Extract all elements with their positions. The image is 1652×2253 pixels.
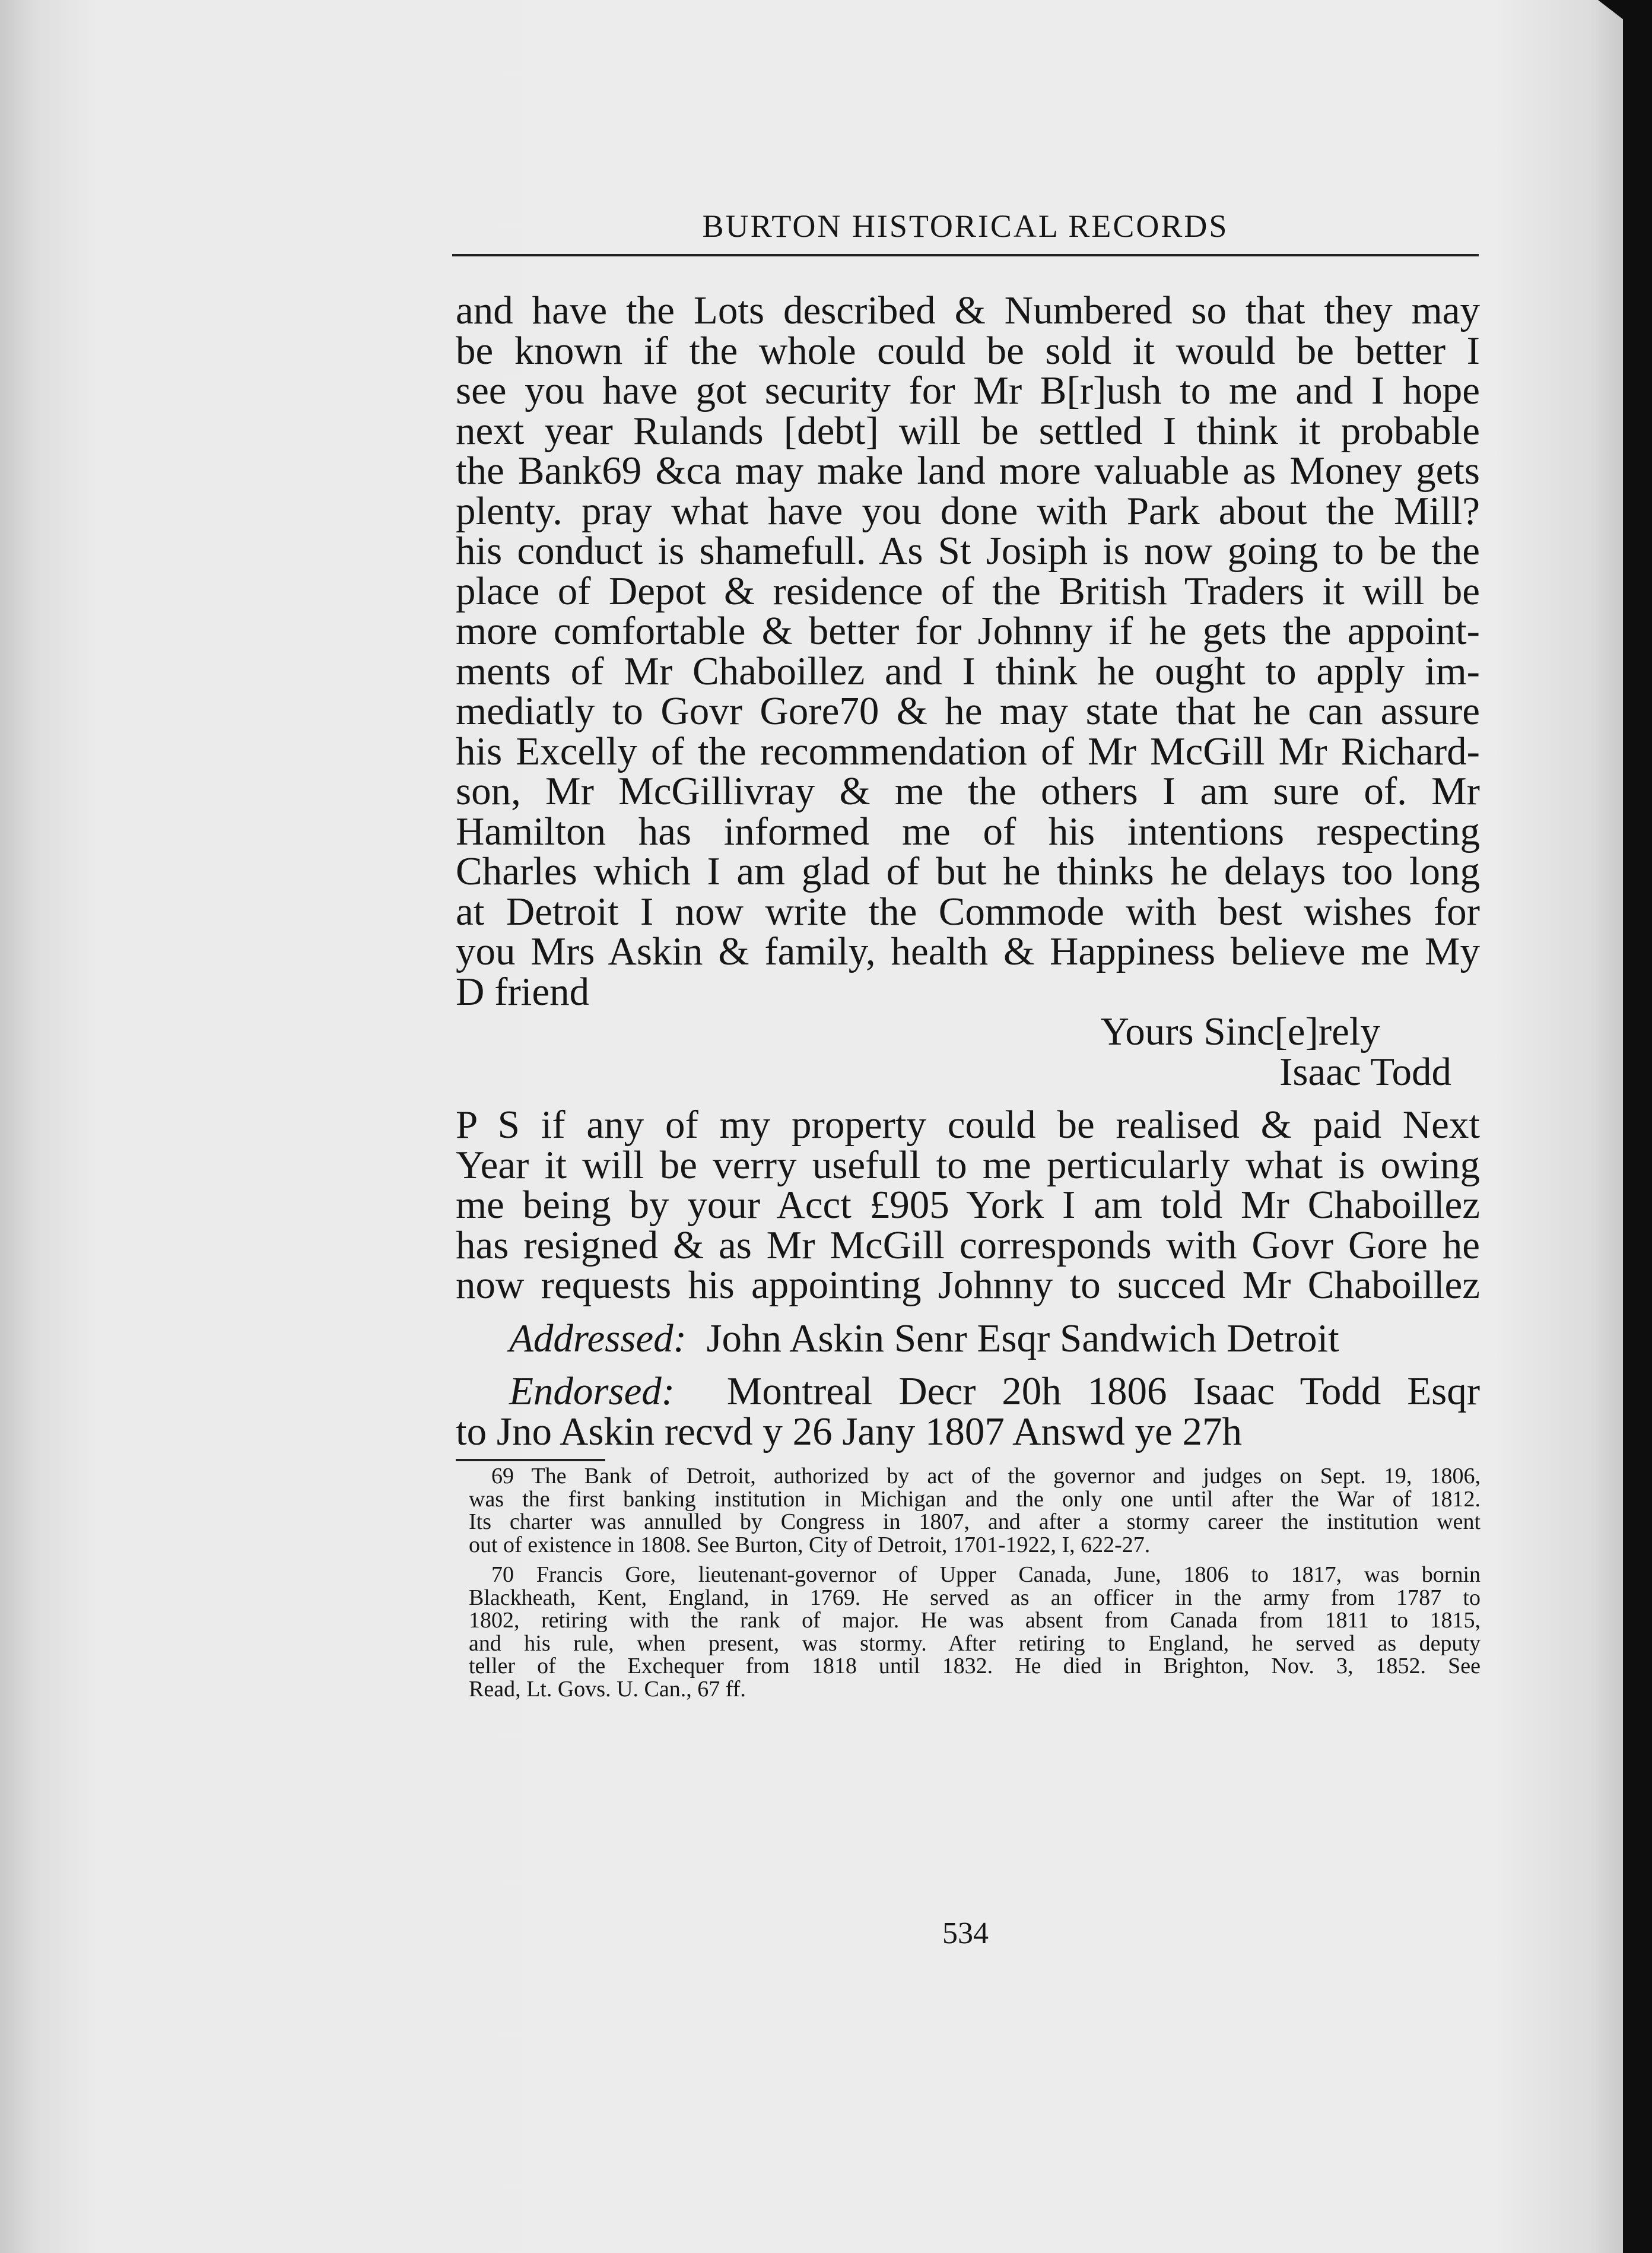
endorsed-line-2: to Jno Askin recvd y 26 Jany 1807 Answd ye 27h: [456, 1409, 1243, 1454]
footnote-line: was the first banking institution in Michigan and the only one until after the War of 1812.: [469, 1486, 1481, 1512]
letter-line: you Mrs Askin & family, health & Happiness believe me My: [456, 929, 1480, 973]
letter-line: D friend: [456, 969, 590, 1014]
footnote-line: 69 The Bank of Detroit, authorized by act of the governor and judges on Sept. 19, 1806,: [491, 1464, 1481, 1489]
letter-line: his Excelly of the recommendation of Mr McGill Mr Richard-: [456, 729, 1480, 773]
postscript-line: now requests his appointing Johnny to succed Mr Chaboillez: [456, 1263, 1480, 1307]
footnotes: [469, 1465, 1481, 1708]
letter-line: next year Rulands [debt] will be settled I think it probable: [456, 408, 1480, 453]
footnote-number: 69: [491, 1464, 514, 1489]
endorsed-line: [456, 1369, 1480, 1413]
footnote-number: 70: [491, 1562, 514, 1587]
page-number: 534: [942, 1916, 989, 1950]
header-rule: [452, 254, 1479, 256]
closing: Yours Sinc[e]rely: [1100, 1010, 1380, 1053]
letter-line: see you have got security for Mr B[r]ush to me and I hope: [456, 369, 1480, 412]
letter-line: Charles which I am glad of but he thinks he delays too long: [456, 849, 1480, 893]
postscript-line: has resigned & as Mr McGill corresponds with Govr Gore he: [456, 1223, 1480, 1267]
letter-body: [456, 288, 1480, 1454]
letter-line: son, Mr McGillivray & me the others I am sure of. Mr: [456, 769, 1480, 813]
letter-line: Hamilton has informed me of his intentions respecting: [456, 809, 1480, 853]
addressed-line: [456, 1316, 1480, 1360]
letter-line: plenty. pray what have you done with Park about the Mill?: [456, 488, 1480, 533]
addressed-text: John Askin Senr Esqr Sandwich Detroit: [706, 1316, 1339, 1360]
letter-line: place of Depot & residence of the British Traders it will be: [456, 569, 1480, 613]
running-header: BURTON HISTORICAL RECORDS: [702, 208, 1229, 244]
footnote-line: Read, Lt. Govs. U. Can., 67 ff.: [469, 1676, 746, 1702]
postscript-line: me being by your Acct £905 York I am told Mr Chaboillez: [456, 1183, 1480, 1227]
footnote-line: and his rule, when present, was stormy. After retiring to England, he served as deputy: [469, 1630, 1481, 1656]
addressed-label: Addressed:: [509, 1316, 687, 1360]
letter-line: and have the Lots described & Numbered so that they may: [456, 288, 1480, 332]
footnote-line: 1802, retiring with the rank of major. He was absent from Canada from 1811 to 1815,: [469, 1608, 1481, 1633]
letter-line: mediatly to Govr Gore70 & he may state that he can assure: [456, 689, 1480, 733]
letter-line: ments of Mr Chaboillez and I think he ought to apply im-: [456, 649, 1480, 693]
endorsed-label: Endorsed:: [509, 1369, 675, 1413]
footnote-line: teller of the Exchequer from 1818 until 1832. He died in Brighton, Nov. 3, 1852. See: [469, 1654, 1481, 1678]
letter-line: be known if the whole could be sold it would be better I: [456, 328, 1480, 373]
letter-line: more comfortable & better for Johnny if he gets the appoint-: [456, 609, 1480, 653]
postscript-line: P S if any of my property could be realised & paid Next: [456, 1103, 1480, 1147]
letter-line: his conduct is shamefull. As St Josiph is now going to be the: [456, 529, 1480, 573]
signature: Isaac Todd: [1279, 1049, 1451, 1094]
footnote-line: 70 Francis Gore, lieutenant-governor of Upper Canada, June, 1806 to 1817, was bornin: [491, 1562, 1481, 1587]
endorsed-text: Montreal Decr 20h 1806 Isaac Todd Esqr: [726, 1369, 1480, 1413]
footnote-line: Blackheath, Kent, England, in 1769. He served as an officer in the army from 1787 to: [469, 1585, 1481, 1610]
footnote-rule: [456, 1459, 605, 1461]
footnote-70: [469, 1563, 1481, 1700]
footnote-line: out of existence in 1808. See Burton, City of Detroit, 1701-1922, I, 622-27.: [469, 1532, 1151, 1557]
footnote-line: Its charter was annulled by Congress in 1807, and after a stormy career the institution went: [469, 1509, 1481, 1534]
letter-line: at Detroit I now write the Commode with best wishes for: [456, 889, 1480, 934]
letter-line: the Bank69 &ca may make land more valuable as Money gets: [456, 449, 1480, 493]
footnote-69: [469, 1465, 1481, 1556]
postscript-line: Year it will be verry usefull to me perticularly what is owing: [456, 1143, 1480, 1187]
